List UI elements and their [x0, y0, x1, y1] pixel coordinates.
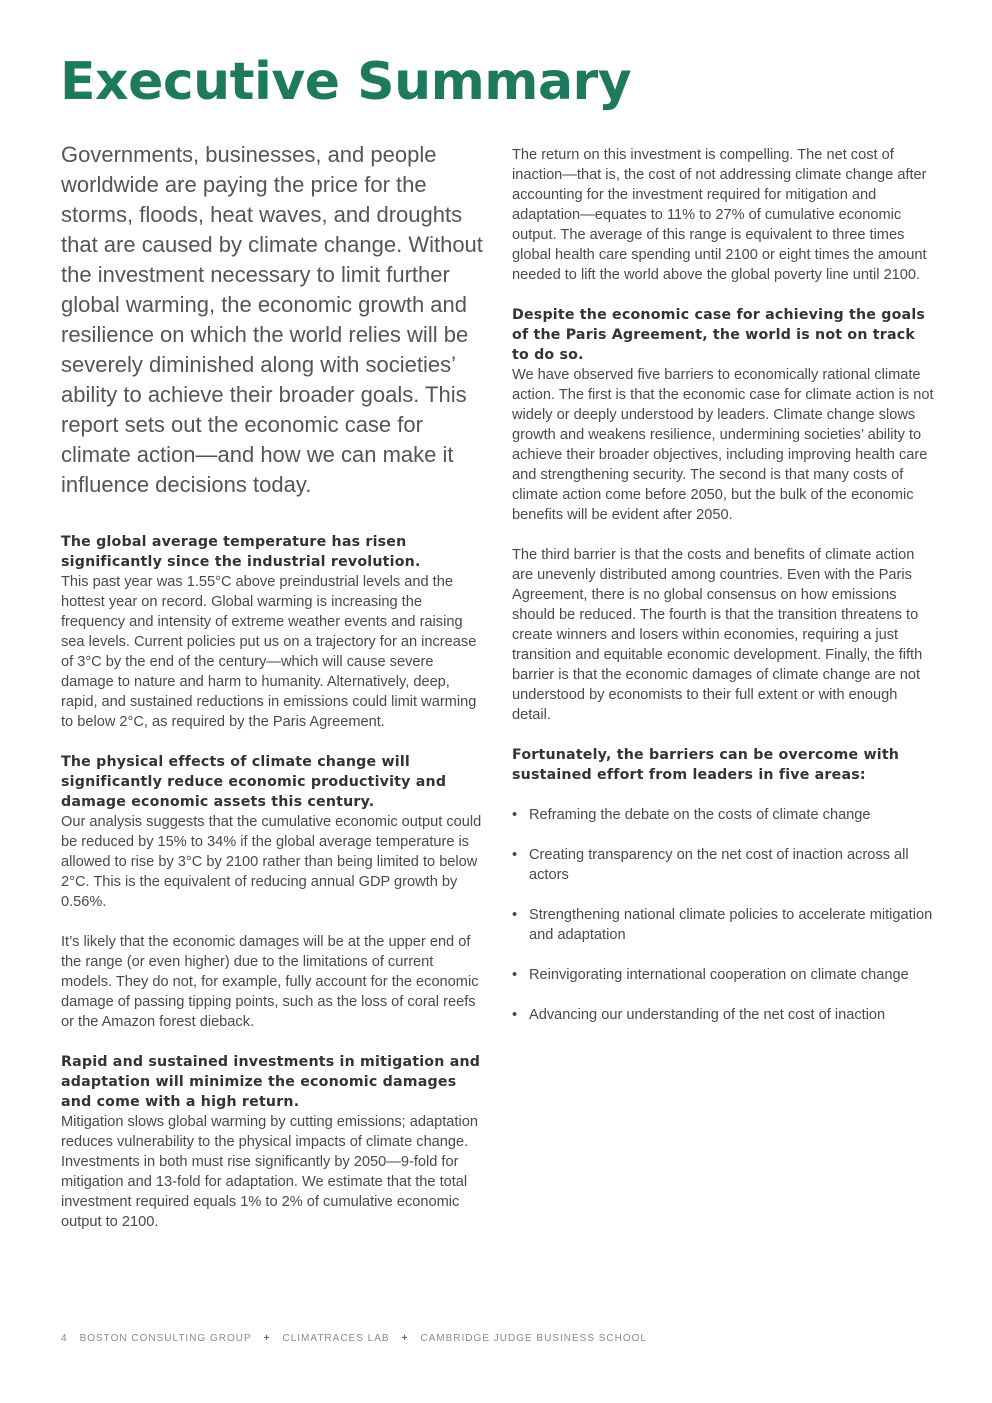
- page-footer: [61, 1333, 647, 1344]
- list-item: • Advancing our understanding of the net cost of inaction: [512, 1007, 886, 1023]
- bullet-icon: •: [512, 807, 518, 823]
- page-number: 4: [61, 1333, 68, 1344]
- paragraph-body: Our analysis suggests that the cumulative economic output could be reduced by 15% to 34% if the global average temperature is allowed to rise by 3°C by 2100 rather than being limited to below 2°C. This is the equivalent of reducing annual GDP growth by 0.56%.: [61, 814, 482, 910]
- left-column: [61, 140, 486, 1252]
- intro-paragraph: Governments, businesses, and people worldwide are paying the price for the storms, floods, heat waves, and droughts that are caused by climate change. Without the investment necessary to limit further global warming, the economic growth and resilience on which the world relies will be severely diminished along with societies’ ability to achieve their broader goals. This report sets out the economic case for climate action—and how we can make it influence decisions today.: [61, 142, 483, 497]
- paragraph-body: It’s likely that the economic damages will be at the upper end of the range (or even higher) due to the limitations of current models. They do not, for example, fully account for the economic damage of passing tipping points, such as the loss of coral reefs or the Amazon forest dieback.: [61, 934, 479, 1030]
- paragraph-investments: [61, 1052, 486, 1232]
- bullet-icon: •: [512, 907, 518, 923]
- paragraph-body: The return on this investment is compelling. The net cost of inaction—that is, the cost of not addressing climate change after accounting for the investment required for mitigation and adaptation—equates to 11% to 27% of cumulative economic output. The average of this range is equivalent to three times global health care spending until 2100 or eight times the amount needed to lift the world above the global poverty line until 2100.: [512, 147, 927, 283]
- footer-org: CLIMATRACES LAB: [282, 1333, 390, 1344]
- footer-org: CAMBRIDGE JUDGE BUSINESS SCHOOL: [420, 1333, 647, 1344]
- paragraph-body: This past year was 1.55°C above preindustrial levels and the hottest year on record. Global warming is increasing the frequency and intensity of extreme weather events and raising sea levels. Current policies put us on a trajectory for an increase of 3°C by the end of the century—which will cause severe damage to nature and harm to humanity. Alternatively, deep, rapid, and sustained reductions in emissions could limit warming to below 2°C, as required by the Paris Agreement.: [61, 574, 477, 730]
- paragraph-damages-range: [61, 932, 486, 1032]
- paragraph-physical-effects: [61, 752, 486, 912]
- list-item: • Reinvigorating international cooperation on climate change: [512, 967, 909, 983]
- paragraph-body: The third barrier is that the costs and benefits of climate action are unevenly distributed among countries. Even with the Paris Agreement, there is no global consensus on how emissions should be reduced. The fourth is that the transition threatens to create winners and losers within economies, requiring a just transition and equitable economic development. Finally, the fifth barrier is that the economic damages of climate change are not understood by economists to their full extent or with enough detail.: [512, 547, 923, 723]
- footer-separator: +: [263, 1333, 271, 1344]
- bullet-list: [512, 805, 937, 1025]
- paragraph-body: Mitigation slows global warming by cutting emissions; adaptation reduces vulnerability to the physical impacts of climate change. Investments in both must rise significantly by 2050—9-fold for mitigation and 13-fold for adaptation. We estimate that the total investment required equals 1% to 2% of cumulative economic output to 2100.: [61, 1114, 478, 1230]
- list-item: • Strengthening national climate policies to accelerate mitigation and adaptation: [512, 907, 933, 943]
- bullet-icon: •: [512, 967, 518, 983]
- page-title: Executive Summary: [60, 52, 632, 112]
- paragraph-lead: Despite the economic case for achieving the goals of the Paris Agreement, the world is not on track to do so.: [512, 307, 926, 363]
- paragraph-five-areas: [512, 745, 937, 785]
- bullet-icon: •: [512, 1007, 518, 1023]
- list-item: • Creating transparency on the net cost of inaction across all actors: [512, 847, 909, 883]
- bullet-icon: •: [512, 847, 518, 863]
- right-column: [512, 145, 937, 1045]
- footer-separator: +: [401, 1333, 409, 1344]
- paragraph-lead: The physical effects of climate change will significantly reduce economic productivity and damage economic assets this century.: [61, 754, 447, 810]
- paragraph-temperature: [61, 532, 486, 732]
- paragraph-return: [512, 145, 937, 285]
- footer-org: BOSTON CONSULTING GROUP: [79, 1333, 252, 1344]
- paragraph-lead: Rapid and sustained investments in mitigation and adaptation will minimize the economic damages and come with a high return.: [61, 1054, 481, 1110]
- paragraph-lead: Fortunately, the barriers can be overcome with sustained effort from leaders in five areas:: [512, 747, 900, 783]
- paragraph-lead: The global average temperature has risen significantly since the industrial revolution.: [61, 534, 421, 570]
- paragraph-third-barrier: [512, 545, 937, 725]
- paragraph-barriers: [512, 305, 937, 525]
- paragraph-body: We have observed five barriers to economically rational climate action. The first is that the economic case for climate action is not widely or deeply understood by leaders. Climate change slows growth and weakens resilience, undermining societies’ ability to achieve their broader objectives, including improving health care and strengthening security. The second is that many costs of climate action come before 2050, but the bulk of the economic benefits will be evident after 2050.: [512, 367, 934, 523]
- list-item: • Reframing the debate on the costs of climate change: [512, 807, 871, 823]
